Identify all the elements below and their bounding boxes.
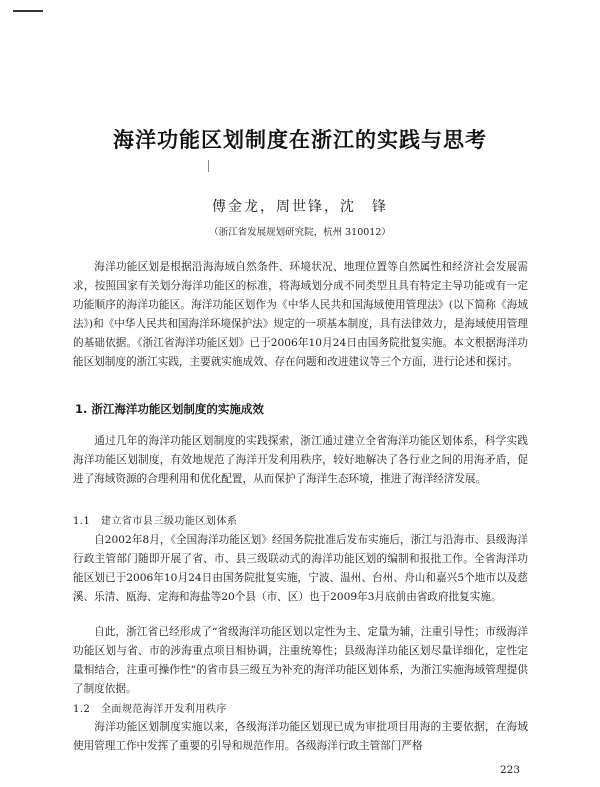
subsection-heading: 1.1 建立省市县三级功能区划体系 xyxy=(73,516,238,527)
abstract-paragraph xyxy=(73,258,528,372)
affiliation: （浙江省发展规划研究院，杭州 310012） xyxy=(209,227,391,238)
body-paragraph xyxy=(73,623,528,699)
body-paragraph xyxy=(73,718,528,756)
body-paragraph xyxy=(73,531,528,607)
section-intro-paragraph xyxy=(73,432,528,489)
section-heading: 1. 浙江海洋功能区划制度的实施成效 xyxy=(75,402,264,416)
subsection-heading: 1.2 全面规范海洋开发利用秩序 xyxy=(73,704,227,715)
author-list: 傅金龙，周世锋，沈 锋 xyxy=(212,199,388,215)
scan-mark xyxy=(13,10,43,12)
paper-title: 海洋功能区划制度在浙江的实践与思考 xyxy=(113,128,487,152)
body-text: 自此，浙江省已经形成了“省级海洋功能区划以定性为主、定量为辅，注重引导性；市级海洋功能区划与省、市的涉海重点项目相协调，注重统筹性；县级海洋功能区划尽量详细化，定性定量相结合，注重可操作性”的省市县三级互为补充的海洋功能区划体系，为浙江实施海域管理提供了制度依据。 xyxy=(73,626,528,695)
body-text: 自2002年8月，《全国海洋功能区划》经国务院批准后发布实施后，浙江与沿海市、县级海洋行政主管部门随即开展了省、市、县三级联动式的海洋功能区划的编制和报批工作。全省海洋功能区划已于2006年10月24日由国务院批复实施，宁波、温州、台州、舟山和嘉兴5个地市以及慈溪、乐清、瓯海、定海和海盐等20个县（市、区）也于2009年3月底前由省政府批复实施。 xyxy=(73,534,528,603)
abstract-text: 海洋功能区划是根据沿海海域自然条件、环境状况、地理位置等自然属性和经济社会发展需求，按照国家有关划分海洋功能区的标准，将海域划分成不同类型且具有特定主导功能或有一定功能顺序的海洋功能区。海洋功能区划作为《中华人民共和国海域使用管理法》(以下简称《海域法》)和《中华人民共和国海洋环境保护法》规定的一项基本制度，具有法律效力，是海域使用管理的基础依据。《浙江省海洋功能区划》已于2006年10月24日由国务院批复实施。本文根据海洋功能区划制度的浙江实践，主要就实施成效、存在问题和改进建议等三个方面，进行论述和探讨。 xyxy=(73,261,528,368)
section-intro-text: 通过几年的海洋功能区划制度的实践探索，浙江通过建立全省海洋功能区划体系，科学实践海洋功能区划制度，有效地规范了海洋开发利用秩序，较好地解决了各行业之间的用海矛盾，促进了海域资源的合理利用和优化配置，从而保护了海洋生态环境，推进了海洋经济发展。 xyxy=(73,435,528,485)
body-text: 海洋功能区划制度实施以来，各级海洋功能区划现已成为审批项目用海的主要依据，在海域使用管理工作中发挥了重要的引导和规范作用。各级海洋行政主管部门严格 xyxy=(73,721,528,752)
page-number: 223 xyxy=(499,764,520,776)
scan-artifact xyxy=(208,160,209,172)
